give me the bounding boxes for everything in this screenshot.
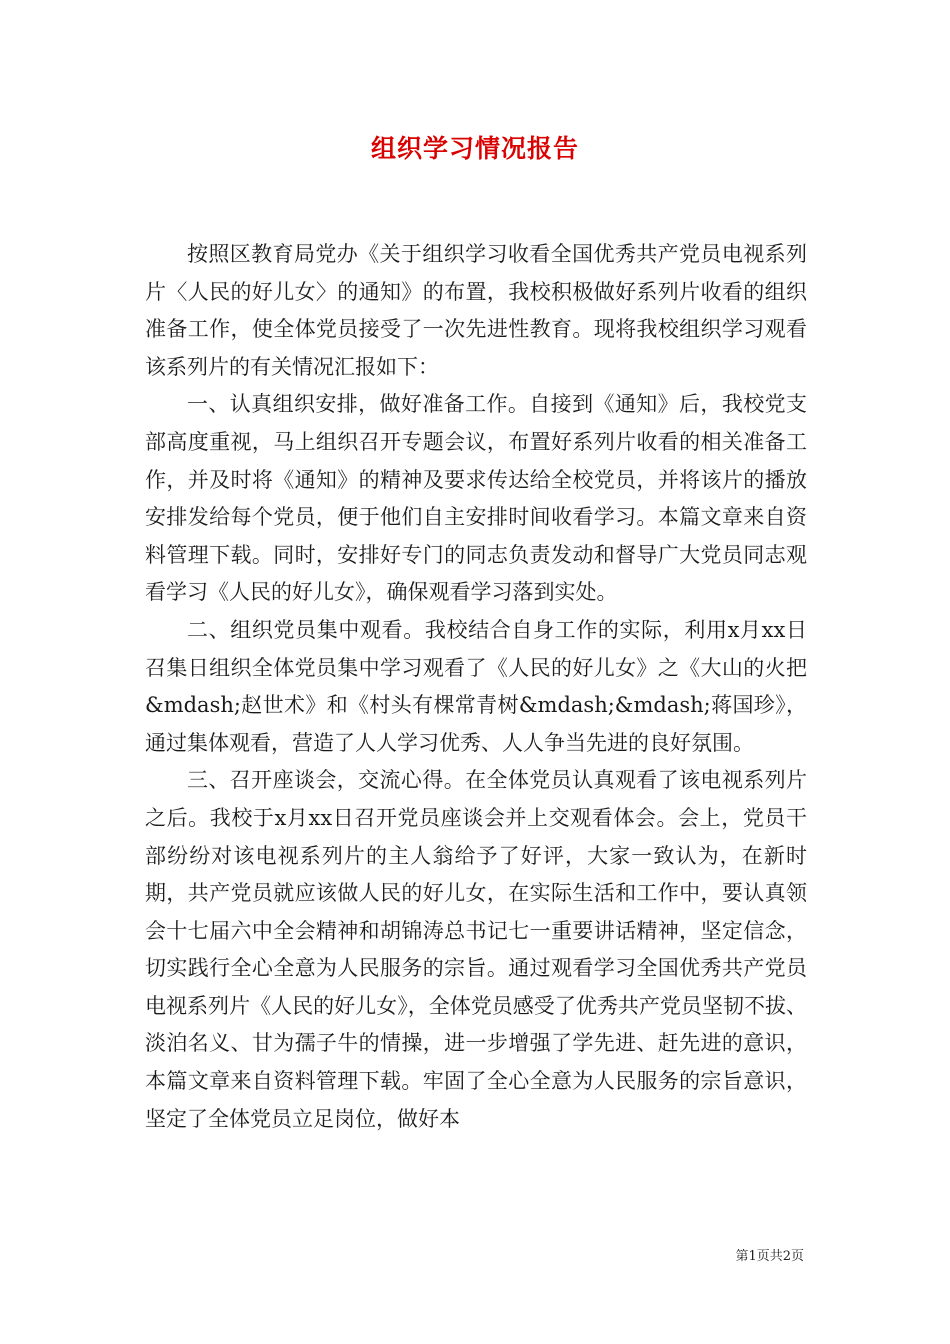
paragraph-section-1: 一、认真组织安排，做好准备工作。自接到《通知》后，我校党支部高度重视，马上组织召开专题会议，布置好系列片收看的相关准备工作，并及时将《通知》的精神及要求传达给全校党员，并将该片的播放安排发给每个党员，便于他们自主安排时间收看学习。本篇文章来自资料管理下载。同时，安排好专门的同志负责发动和督导广大党员同志观看学习《人民的好儿女》，确保观看学习落到实处。 xyxy=(145,392,807,605)
document-body xyxy=(145,236,807,1138)
paragraph-section-3: 三、召开座谈会，交流心得。在全体党员认真观看了该电视系列片之后。我校于x月xx日召开党员座谈会并上交观看体会。会上，党员干部纷纷对该电视系列片的主人翁给予了好评，大家一致认为，在新时期，共产党员就应该做人民的好儿女，在实际生活和工作中，要认真领会十七届六中全会精神和胡锦涛总书记七一重要讲话精神，坚定信念，切实践行全心全意为人民服务的宗旨。通过观看学习全国优秀共产党员电视系列片《人民的好儿女》，全体党员感受了优秀共产党员坚韧不拔、淡泊名义、甘为孺子牛的情操，进一步增强了学先进、赶先进的意识，本篇文章来自资料管理下载。牢固了全心全意为人民服务的宗旨意识，坚定了全体党员立足岗位，做好本 xyxy=(145,768,807,1131)
page-number-footer: 第1页共2页 xyxy=(735,1249,804,1264)
paragraph-section-2: 二、组织党员集中观看。我校结合自身工作的实际，利用x月xx日召集日组织全体党员集中学习观看了《人民的好儿女》之《大山的火把&mdash;赵世术》和《村头有棵常青树&mdash;&mdash;蒋国珍》，通过集体观看，营造了人人学习优秀、人人争当先进的良好氛围。 xyxy=(145,617,807,755)
document-title: 组织学习情况报告 xyxy=(370,134,579,163)
paragraph-intro: 按照区教育局党办《关于组织学习收看全国优秀共产党员电视系列片〈人民的好儿女〉的通知》的布置，我校积极做好系列片收看的组织准备工作，使全体党员接受了一次先进性教育。现将我校组织学习观看该系列片的有关情况汇报如下： xyxy=(145,242,807,379)
